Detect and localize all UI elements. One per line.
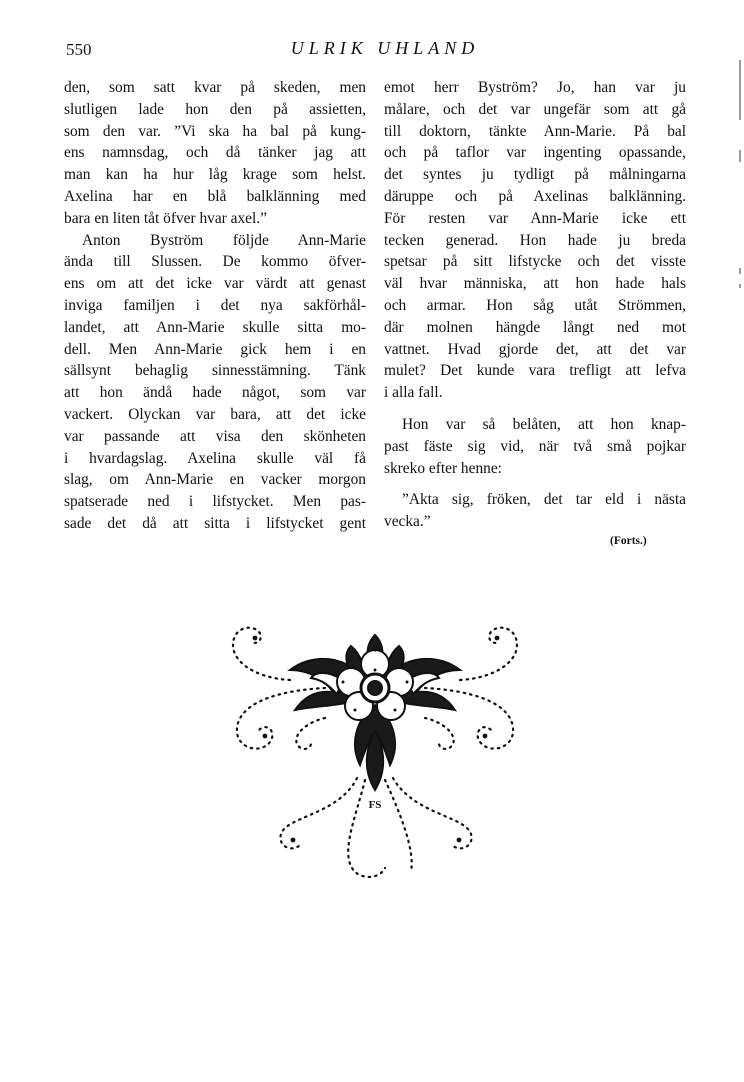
- page-number: 550: [66, 40, 92, 59]
- text-line: däruppe och på Axelinas balklänning.: [384, 187, 686, 205]
- text-line: bara en liten tåt öfver hvar axel.”: [64, 209, 267, 227]
- text-line: som den var. ”Vi ska ha bal på kung-: [64, 122, 366, 140]
- paragraph: [384, 489, 686, 533]
- paragraph: [384, 77, 686, 404]
- text-line: det syntes ju tydligt på målningarna: [384, 166, 686, 184]
- text-line: skreko efter henne:: [384, 459, 502, 477]
- text-line: ”Akta sig, fröken, det tar eld i nästa: [402, 491, 686, 509]
- text-line: och armar. Hon såg utåt Strömmen,: [384, 296, 686, 314]
- text-line: spetsar på sitt lifstycke och det visste: [384, 253, 686, 271]
- scan-edge-mark: [739, 150, 741, 162]
- ornament-monogram: FS: [368, 799, 382, 811]
- text-line: ända till Slussen. De kommo öfver-: [64, 253, 366, 271]
- text-line: Hon var så belåten, att hon knap-: [402, 415, 686, 433]
- text-line: vackert. Olyckan var bara, att det icke: [64, 405, 366, 423]
- text-line: mulet? Det kunde vara trefligt att lefva: [384, 362, 686, 380]
- text-line: i hvardagslag. Axelina skulle väl få: [64, 449, 366, 467]
- text-line: sällsynt behaglig sinnesstämning. Tänk: [64, 362, 366, 380]
- text-line: Axelina har en blå balklänning med: [64, 187, 366, 205]
- text-line: dell. Men Ann-Marie gick hem i en: [64, 340, 366, 358]
- text-line: landet, att Ann-Marie skulle sitta mo-: [64, 318, 366, 336]
- paragraph: [64, 77, 366, 230]
- right-column: [384, 77, 686, 533]
- text-line: i alla fall.: [384, 384, 443, 402]
- text-line: målare, och det var ungefär som att gå: [384, 100, 686, 118]
- text-line: slutligen lade hon den på assietten,: [64, 100, 366, 118]
- text-line: väl hvar människa, att hon hade hals: [384, 275, 686, 293]
- text-line: ens namnsdag, och då tänker jag att: [64, 144, 366, 162]
- text-line: Anton Byström följde Ann-Marie: [82, 231, 366, 249]
- paragraph: [64, 230, 366, 535]
- running-head: ULRIK UHLAND: [290, 38, 480, 58]
- text-line: spatserade ned i lifstycket. Men pas-: [64, 493, 366, 511]
- text-line: sade det då att sitta i lifstycket gent: [64, 514, 366, 532]
- text-line: vecka.”: [384, 513, 431, 531]
- text-line: man kan ha hur låg krage som helst.: [64, 166, 366, 184]
- scan-edge-mark: [739, 268, 741, 274]
- text-line: och på taflor var ingenting opassande,: [384, 144, 686, 162]
- text-line: var passande att visa den skönheten: [64, 427, 366, 445]
- text-line: past fäste sig vid, när två små pojkar: [384, 437, 686, 455]
- text-line: tecken generad. Hon hade ju breda: [384, 231, 686, 249]
- text-line: För resten var Ann-Marie icke ett: [384, 209, 686, 227]
- text-line: ens om att det icke var värdt att genast: [64, 275, 366, 293]
- left-column: [64, 77, 366, 535]
- continuation-note: (Forts.): [610, 535, 647, 547]
- text-line: slag, om Ann-Marie en vacker morgon: [64, 471, 366, 489]
- text-line: inviga familjen i det nya sakförhål-: [64, 296, 366, 314]
- paragraph: [384, 414, 686, 479]
- scan-edge-mark: [739, 284, 741, 288]
- floral-ornament-icon: [215, 610, 535, 890]
- text-line: att hon ändå hade något, som var: [64, 384, 366, 402]
- text-line: till doktorn, tänkte Ann-Marie. På bal: [384, 122, 686, 140]
- text-line: den, som satt kvar på skeden, men: [64, 79, 366, 96]
- scan-edge-mark: [739, 60, 741, 120]
- text-line: vattnet. Hvad gjorde det, att det var: [384, 340, 686, 358]
- text-line: där molnen hängde långt ned mot: [384, 318, 686, 336]
- text-line: emot herr Byström? Jo, han var ju: [384, 79, 686, 96]
